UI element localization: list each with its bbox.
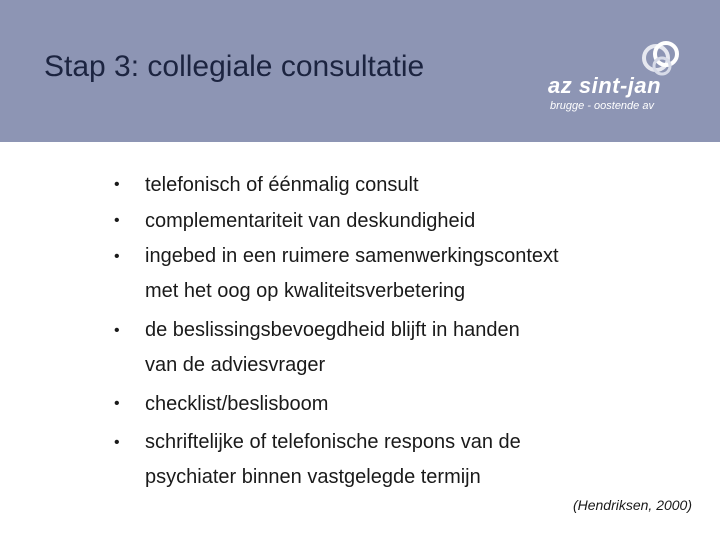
bullet-text: checklist/beslisboom — [145, 393, 329, 415]
bullet-icon: • — [114, 434, 120, 451]
logo-subtitle: brugge - oostende av — [550, 100, 654, 112]
slide-header — [0, 0, 720, 142]
bullet-item — [114, 204, 714, 238]
bullet-item — [114, 239, 714, 309]
bullet-item — [114, 387, 714, 421]
bullet-item — [114, 168, 714, 202]
slide-title: Stap 3: collegiale consultatie — [44, 50, 425, 83]
bullet-text-continued: met het oog op kwaliteitsverbetering — [145, 280, 466, 302]
bullet-text: ingebed in een ruimere samenwerkingscontext — [145, 245, 559, 267]
bullet-text-continued: psychiater binnen vastgelegde termijn — [145, 466, 481, 488]
bullet-text: de beslissingsbevoegdheid blijft in handen — [145, 319, 520, 341]
citation: (Hendriksen, 2000) — [572, 497, 692, 513]
bullet-icon: • — [114, 212, 120, 229]
bullet-icon: • — [114, 322, 120, 339]
bullet-item — [114, 313, 714, 383]
az-sint-jan-logo — [540, 38, 710, 118]
bullet-text: telefonisch of éénmalig consult — [145, 174, 419, 196]
bullet-icon: • — [114, 176, 120, 193]
bullet-item — [114, 425, 714, 495]
bullet-icon: • — [114, 395, 120, 412]
bullet-text: schriftelijke of telefonische respons van de — [145, 431, 521, 453]
bullet-icon: • — [114, 248, 120, 265]
logo-name: az sint-jan — [548, 73, 662, 98]
bullet-text-continued: van de adviesvrager — [145, 354, 326, 376]
bullet-text: complementariteit van deskundigheid — [145, 210, 476, 232]
bullet-list — [114, 168, 714, 495]
